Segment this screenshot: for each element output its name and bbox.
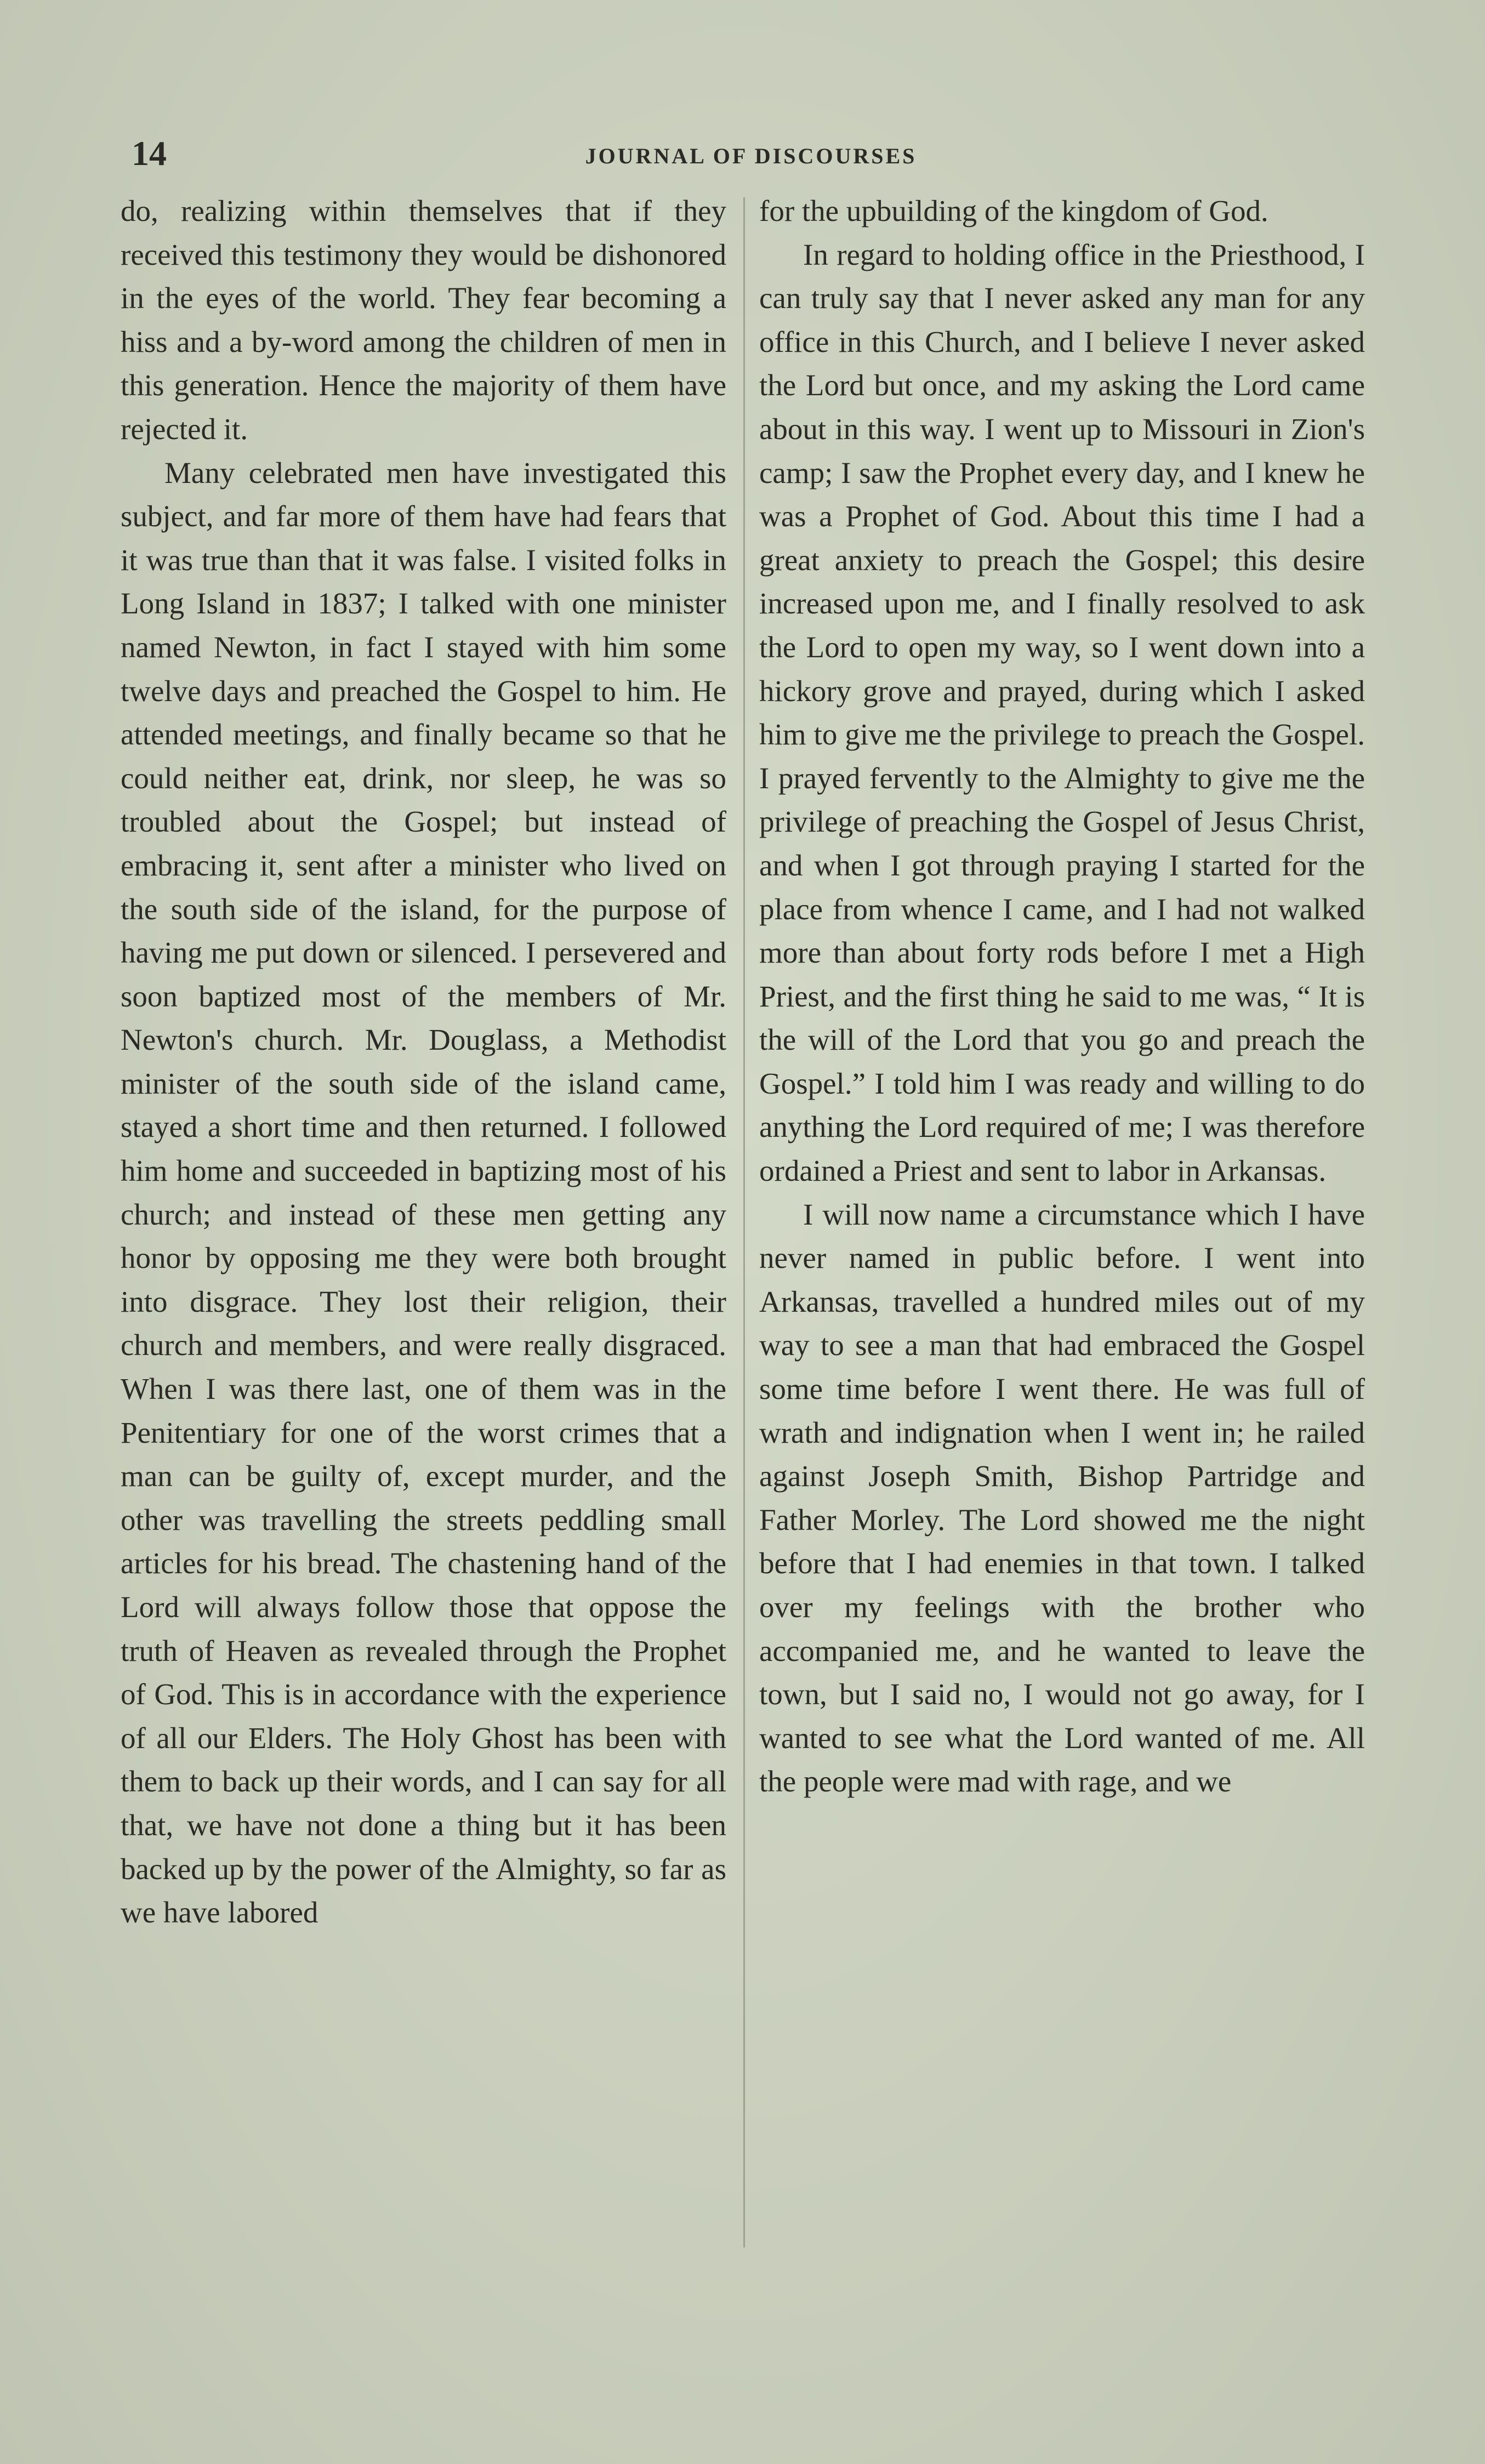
page-header: [132, 132, 1370, 181]
paragraph: do, realizing within themselves that if they received this testimony they would be dishonored in the eyes of the world. They fear becoming a hiss and a by-word among the children of men in this generation. Hence the majority of them have rejected it.: [121, 194, 726, 446]
paragraph: for the upbuilding of the kingdom of God.: [759, 194, 1268, 227]
column-divider: [743, 197, 745, 2247]
paragraph: In regard to holding office in the Priesthood, I can truly say that I never asked any man for any office in this Church, and I believe I never asked the Lord but once, and my asking the Lord came about in this way. I went up to Missouri in Zion's camp; I saw the Prophet every day, and I knew he was a Prophet of God. About this time I had a great anxiety to preach the Gospel; this desire increased upon me, and I finally resolved to ask the Lord to open my way, so I went down into a hickory grove and prayed, during which I asked him to give me the privilege to preach the Gospel. I prayed fervently to the Almighty to give me the privilege of preaching the Gospel of Jesus Christ, and when I got through praying I started for the place from whence I came, and I had not walked more than about forty rods before I met a High Priest, and the first thing he said to me was, “ It is the will of the Lord that you go and preach the Gospel.” I told him I was ready and willing to do anything the Lord required of me; I was therefore ordained a Priest and sent to labor in Arkansas.: [759, 237, 1365, 1188]
page-number: 14: [132, 134, 167, 173]
left-column: [121, 189, 726, 2261]
running-head: JOURNAL OF DISCOURSES: [585, 144, 917, 168]
right-column: [759, 189, 1365, 2261]
paragraph: I will now name a circumstance which I have never named in public before. I went into Arkansas, travelled a hundred miles out of my way to see a man that had embraced the Gospel some time before I went there. He was full of wrath and indignation when I went in; he railed against Joseph Smith, Bishop Partridge and Father Morley. The Lord showed me the night before that I had enemies in that town. I talked over my feelings with the brother who accompanied me, and he wanted to leave the town, but I said no, I would not go away, for I wanted to see what the Lord wanted of me. All the people were mad with rage, and we: [759, 1197, 1365, 1799]
paragraph: Many celebrated men have investigated this subject, and far more of them have had fears that it was true than that it was false. I visited folks in Long Island in 1837; I talked with one minister named Newton, in fact I stayed with him some twelve days and preached the Gospel to him. He attended meetings, and finally became so that he could neither eat, drink, nor sleep, he was so troubled about the Gospel; but instead of embracing it, sent after a minister who lived on the south side of the island, for the purpose of having me put down or silenced. I persevered and soon baptized most of the members of Mr. Newton's church. Mr. Douglass, a Methodist minister of the south side of the island came, stayed a short time and then returned. I followed him home and succeeded in baptizing most of his church; and instead of these men getting any honor by opposing me they were both brought into disgrace. They lost their religion, their church and members, and were really disgraced. When I was there last, one of them was in the Penitentiary for one of the worst crimes that a man can be guilty of, except murder, and the other was travelling the streets peddling small articles for his bread. The chastening hand of the Lord will always follow those that oppose the truth of Heaven as revealed through the Prophet of God. This is in accordance with the experience of all our Elders. The Holy Ghost has been with them to back up their words, and I can say for all that, we have not done a thing but it has been backed up by the power of the Almighty, so far as we have labored: [121, 456, 726, 1930]
